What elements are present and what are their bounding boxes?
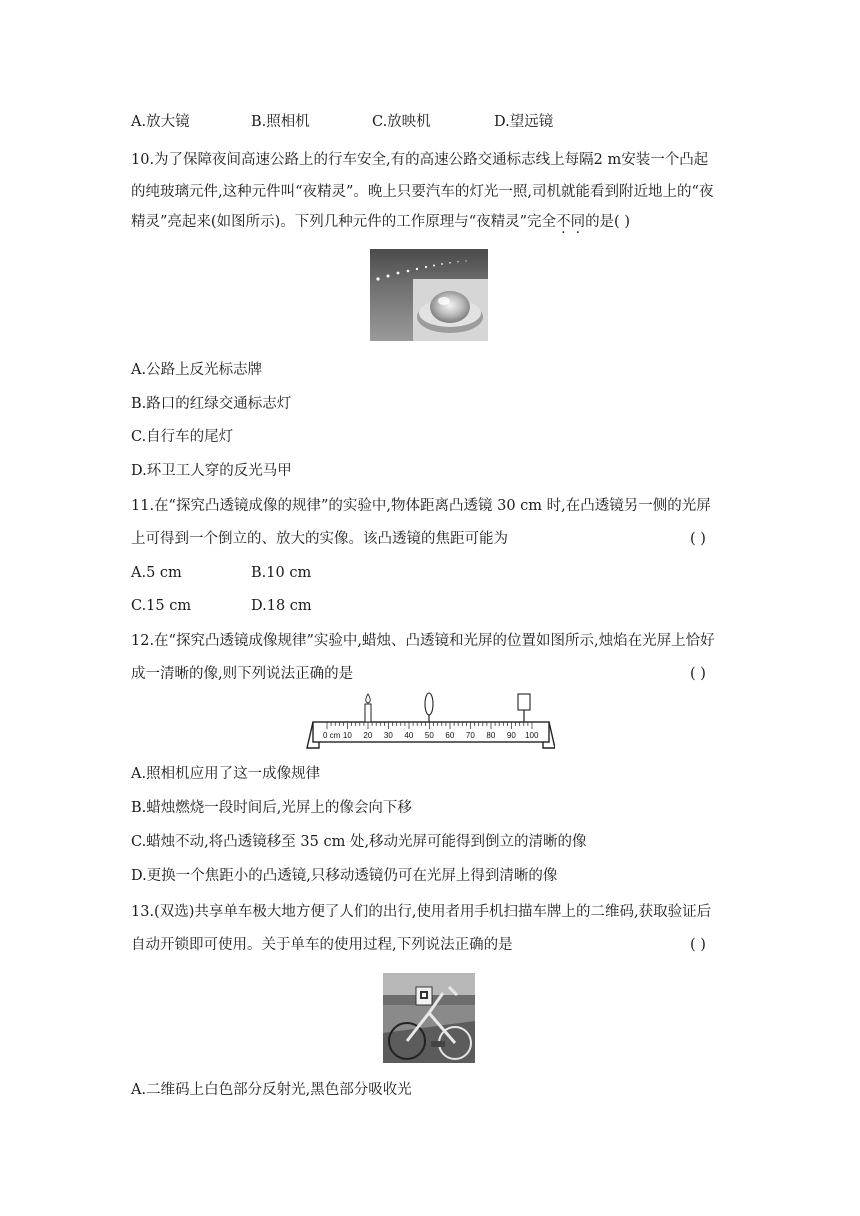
q13-answer-paren: ( ) <box>690 937 706 953</box>
q10-stem-line3: 精灵”亮起来(如图所示)。下列几种元件的工作原理与“夜精灵”完全不同的是( ) <box>131 214 630 230</box>
bench-tick-label: 40 <box>404 731 414 740</box>
bench-tick-label: 20 <box>363 731 373 740</box>
bench-tick-label: 50 <box>424 731 434 740</box>
light-screen-icon <box>518 694 530 722</box>
optical-bench-diagram <box>305 690 555 756</box>
q10-option-b: B.路口的红绿交通标志灯 <box>131 396 292 412</box>
shared-bike-photo <box>383 973 475 1063</box>
q10-option-a: A.公路上反光标志牌 <box>131 362 263 378</box>
q9-option-b: B.照相机 <box>251 114 310 130</box>
q10-stem-line1: 10.为了保障夜间高速公路上的行车安全,有的高速公路交通标志线上每隔2 m安装一个凸起 <box>131 152 709 168</box>
q11-option-a: A.5 cm <box>131 565 182 581</box>
q12-option-d: D.更换一个焦距小的凸透镜,只移动透镜仍可在光屏上得到清晰的像 <box>131 868 558 884</box>
bench-tick-label: 30 <box>383 731 393 740</box>
q11-option-c: C.15 cm <box>131 598 192 614</box>
convex-lens-icon <box>425 693 433 722</box>
q12-stem-line1: 12.在“探究凸透镜成像规律”实验中,蜡烛、凸透镜和光屏的位置如图所示,烛焰在光屏上恰好 <box>131 633 715 649</box>
bench-tick-label: 90 <box>506 731 516 740</box>
bench-tick-label: 60 <box>445 731 455 740</box>
q9-option-d: D.望远镜 <box>494 114 554 130</box>
bench-tick-label: 10 <box>342 731 352 740</box>
q10-stem-line2: 的纯玻璃元件,这种元件叫“夜精灵”。晚上只要汽车的灯光一照,司机就能看到附近地上的“夜 <box>131 184 714 200</box>
q9-option-a: A.放大镜 <box>131 114 190 130</box>
bench-tick-label: 80 <box>486 731 496 740</box>
q12-option-c: C.蜡烛不动,将凸透镜移至 35 cm 处,移动光屏可能得到倒立的清晰的像 <box>131 834 587 850</box>
q11-option-d: D.18 cm <box>251 598 312 614</box>
night-reflector-photo <box>370 249 488 341</box>
q12-option-a: A.照相机应用了这一成像规律 <box>131 766 321 782</box>
q11-stem-line1: 11.在“探究凸透镜成像的规律”的实验中,物体距离凸透镜 30 cm 时,在凸透镜另一侧的光屏 <box>131 498 711 514</box>
q11-answer-paren: ( ) <box>690 531 706 547</box>
q10-option-c: C.自行车的尾灯 <box>131 429 234 445</box>
bench-tick-label: 100 <box>525 731 539 740</box>
q13-stem-line2: 自动开锁即可使用。关于单车的使用过程,下列说法正确的是 <box>131 937 513 953</box>
q12-option-b: B.蜡烛燃烧一段时间后,光屏上的像会向下移 <box>131 800 412 816</box>
q13-stem-line1: 13.(双选)共享单车极大地方便了人们的出行,使用者用手机扫描车牌上的二维码,获取验证后 <box>131 904 712 920</box>
q10-option-d: D.环卫工人穿的反光马甲 <box>131 463 292 479</box>
q12-stem-line2: 成一清晰的像,则下列说法正确的是 <box>131 666 354 682</box>
q13-option-a: A.二维码上白色部分反射光,黑色部分吸收光 <box>131 1082 412 1098</box>
bench-unit-label: 0 cm <box>323 731 341 740</box>
q9-option-c: C.放映机 <box>372 114 431 130</box>
bench-tick-label: 70 <box>465 731 475 740</box>
emphasis-dot-char: 不 <box>556 214 571 230</box>
q11-option-b: B.10 cm <box>251 565 312 581</box>
q12-answer-paren: ( ) <box>690 666 706 682</box>
q11-stem-line2: 上可得到一个倒立的、放大的实像。该凸透镜的焦距可能为 <box>131 531 508 547</box>
emphasis-dot-char: 同 <box>570 214 586 230</box>
candle-icon <box>365 694 371 722</box>
